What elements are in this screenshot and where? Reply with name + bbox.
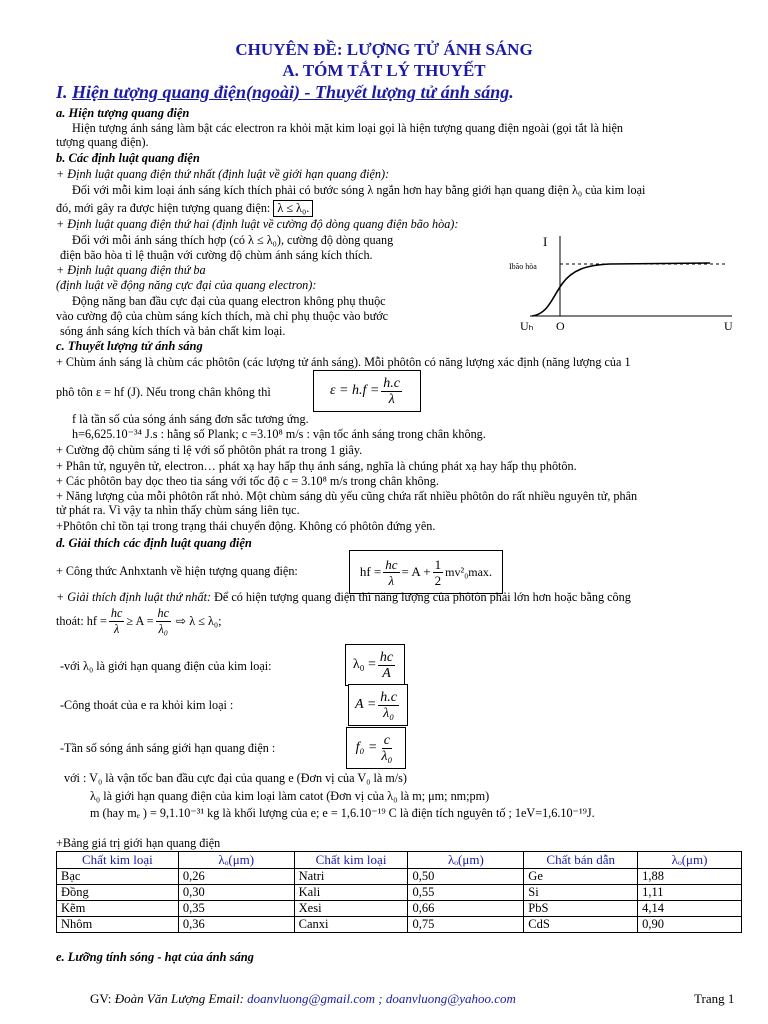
table-cell: 1,11 (638, 885, 742, 901)
table-row (57, 885, 742, 901)
graph-saturation-label: Ibão hòa (509, 262, 537, 271)
current-voltage-graph (500, 228, 750, 340)
graph-uh-label: Uₕ (520, 319, 534, 333)
document-subtitle: A. TÓM TẮT LÝ THUYẾT (282, 61, 486, 80)
heading-c: c. Thuyết lượng tử ánh sáng (56, 339, 203, 353)
para-c-line6: + Phân tử, nguyên tử, electron… phát xạ hay hấp thụ ánh sáng, nghĩa là chúng phát xạ hay hấp thụ phôtôn. (56, 459, 577, 473)
email-link-yahoo[interactable]: doanvluong@yahoo.com (385, 991, 516, 1006)
law2-line1: Đối với mỗi ánh sáng thích hợp (có λ ≤ λ₀), cường độ dòng quang (72, 233, 394, 247)
table-cell: Bạc (57, 869, 179, 885)
para-c-line4: h=6,625.10⁻³⁴ J.s : hằng số Plank; c =3.10⁸ m/s : vận tốc ánh sáng trong chân không. (72, 427, 486, 441)
table-cell: 0,55 (408, 885, 524, 901)
table-cell: 0,66 (408, 901, 524, 917)
heading-d: d. Giải thích các định luật quang điện (56, 536, 252, 550)
email-link-gmail[interactable]: doanvluong@gmail.com (247, 991, 376, 1006)
threshold-wavelength-formula: λ₀ = $\frac{hc}{A}$ (345, 644, 405, 686)
section-1-heading: I. Hiện tượng quang điện(ngoài) - Thuyết lượng tử ánh sáng. (56, 82, 514, 102)
footer-author: GV: Đoàn Văn Lượng Email: doanvluong@gmail.com ; doanvluong@yahoo.com (90, 991, 516, 1006)
col-header: λₒ(μm) (408, 852, 524, 869)
para-a-line2: tượng quang điện). (56, 135, 149, 149)
col-header: Chất kim loại (294, 852, 408, 869)
explain-law1: + Giải thích định luật thứ nhất: Để có hiện tượng quang điện thì năng lượng của phôtôn phải lớn hơn hoặc bằng công (56, 590, 631, 604)
para-c-line2: phô tôn ε = hf (J). Nếu trong chân không thì (56, 385, 271, 399)
para-c-line5: + Cường độ chùm sáng tỉ lệ với số phôtôn phát ra trong 1 giây. (56, 443, 363, 457)
table-cell: 0,50 (408, 869, 524, 885)
graph-x-label: U (724, 319, 733, 333)
table-cell: Si (524, 885, 638, 901)
law1-formula-box: λ ≤ λ₀. (273, 200, 313, 217)
law3-line3: sóng ánh sáng kích thích và bản chất kim loại. (60, 324, 286, 338)
table-cell: 0,26 (178, 869, 294, 885)
col-header: λₒ(μm) (638, 852, 742, 869)
table-cell: 4,14 (638, 901, 742, 917)
table-cell: CdS (524, 917, 638, 933)
para-c-line9: tử phát ra. Vì vậy ta nhìn thấy chùm sáng liên tục. (56, 503, 300, 517)
work-function-label: -Công thoát của e ra khỏi kim loại : (60, 698, 234, 712)
law2-line2: điện bão hòa tỉ lệ thuận với cường độ chùm ánh sáng kích thích. (60, 248, 373, 262)
law3-subtitle: (định luật về động năng cực đại của quang electron): (56, 278, 317, 292)
law1-line2: đó, mới gây ra được hiện tượng quang điện: λ ≤ λ₀. (56, 200, 313, 217)
law2-title: + Định luật quang điện thứ hai (định luật về cường độ dòng quang điện bão hòa): (56, 217, 459, 231)
table-cell: Canxi (294, 917, 408, 933)
graph-y-label: I (543, 234, 548, 249)
threshold-wavelength-table (56, 851, 742, 933)
table-cell: Nhôm (57, 917, 179, 933)
einstein-intro: + Công thức Anhxtanh về hiện tượng quang điện: (56, 564, 298, 578)
note-line1: với : V₀ là vận tốc ban đầu cực đại của quang e (Đơn vị của V₀ là m/s) (64, 771, 407, 785)
table-cell: PbS (524, 901, 638, 917)
para-c-line1: + Chùm ánh sáng là chùm các phôtôn (các lượng tử ánh sáng). Mỗi phôtôn có năng lượng xác định (năng lượng của 1 (56, 355, 631, 369)
threshold-frequency-formula: f₀ = $\frac{c}{\text{λ₀}}$ (346, 727, 406, 769)
table-cell: 0,30 (178, 885, 294, 901)
col-header: λₒ(μm) (178, 852, 294, 869)
photocurrent-curve (532, 263, 710, 316)
note-line3: m (hay mₑ ) = 9,1.10⁻³¹ kg là khối lượng của e; e = 1,6.10⁻¹⁹ C là điện tích nguyên tố ; 1eV=1,6.10⁻¹⁹J. (90, 806, 595, 820)
work-function-formula: A = $\frac{h.c}{\text{λ₀}}$ (348, 684, 408, 726)
heading-e: e. Lưỡng tính sóng - hạt của ánh sáng (56, 950, 254, 964)
table-cell: Xesi (294, 901, 408, 917)
para-a-line1: Hiện tượng ánh sáng làm bật các electron ra khỏi mặt kim loại gọi là hiện tượng quang điện ngoài (gọi tắt là hiện (72, 121, 624, 135)
document-title: CHUYÊN ĐỀ: LƯỢNG TỬ ÁNH SÁNG (235, 40, 533, 59)
table-cell: 0,36 (178, 917, 294, 933)
table-row (57, 901, 742, 917)
page-number: Trang 1 (694, 991, 735, 1006)
table-cell: 0,35 (178, 901, 294, 917)
graph-origin-label: O (556, 319, 565, 333)
para-c-line8: + Năng lượng của mỗi phôtôn rất nhỏ. Một chùm sáng dù yếu cũng chứa rất nhiều phôtôn do rất nhiều nguyên tử, phân (56, 489, 638, 503)
table-row (57, 869, 742, 885)
table-cell: 1,88 (638, 869, 742, 885)
table-cell: Kẽm (57, 901, 179, 917)
law3-title: + Định luật quang điện thứ ba (56, 263, 206, 277)
law1-title: + Định luật quang điện thứ nhất (định luật về giới hạn quang điện): (56, 167, 390, 181)
table-cell: Natri (294, 869, 408, 885)
einstein-equation: hf = $\frac{hc}{\lambda}$ = A + $\frac{1}{2}$ mv²₀max . (349, 550, 503, 594)
note-line2: λ₀ là giới hạn quang điện của kim loại làm catot (Đơn vị của λ₀ là m; μm; nm;pm) (90, 789, 490, 803)
col-header: Chất bán dẫn (524, 852, 638, 869)
table-cell: Đồng (57, 885, 179, 901)
table-cell: 0,90 (638, 917, 742, 933)
photon-energy-formula: ε = h.f = $\frac{h.c}{\lambda}$ (313, 370, 421, 412)
heading-a: a. Hiện tượng quang điện (56, 106, 190, 120)
law1-line1: Đối với mỗi kim loại ánh sáng kích thích phải có bước sóng λ ngắn hơn hay bằng giới hạn quang điện λ₀ của kim loại (72, 183, 646, 197)
table-row (57, 917, 742, 933)
para-c-line3: f là tần số của sóng ánh sáng đơn sắc tương ứng. (72, 412, 309, 426)
col-header: Chất kim loại (57, 852, 179, 869)
para-c-line10: +Phôtôn chỉ tồn tại trong trạng thái chuyển động. Không có phôtôn đứng yên. (56, 519, 436, 533)
table-caption: +Bảng giá trị giới hạn quang điện (56, 836, 221, 850)
para-c-line7: + Các phôtôn bay dọc theo tia sáng với tốc độ c = 3.10⁸ m/s trong chân không. (56, 474, 439, 488)
table-cell: Kali (294, 885, 408, 901)
work-function-inequality: thoát: hf = $\frac{hc}{\lambda}$ ≥ A = $\frac{hc}{\text{λ₀}}$ ⇨ λ ≤ λ₀; (56, 606, 222, 636)
table-header-row (57, 852, 742, 869)
threshold-wavelength-label: -với λ₀ là giới hạn quang điện của kim loại: (60, 659, 272, 673)
threshold-frequency-label: -Tần số sóng ánh sáng giới hạn quang điện : (60, 741, 276, 755)
law3-line2: vào cường độ của chùm sáng kích thích, mà chỉ phụ thuộc vào bước (56, 309, 389, 323)
law3-line1: Động năng ban đầu cực đại của quang electron không phụ thuộc (72, 294, 386, 308)
table-cell: Ge (524, 869, 638, 885)
heading-b: b. Các định luật quang điện (56, 151, 200, 165)
table-cell: 0,75 (408, 917, 524, 933)
